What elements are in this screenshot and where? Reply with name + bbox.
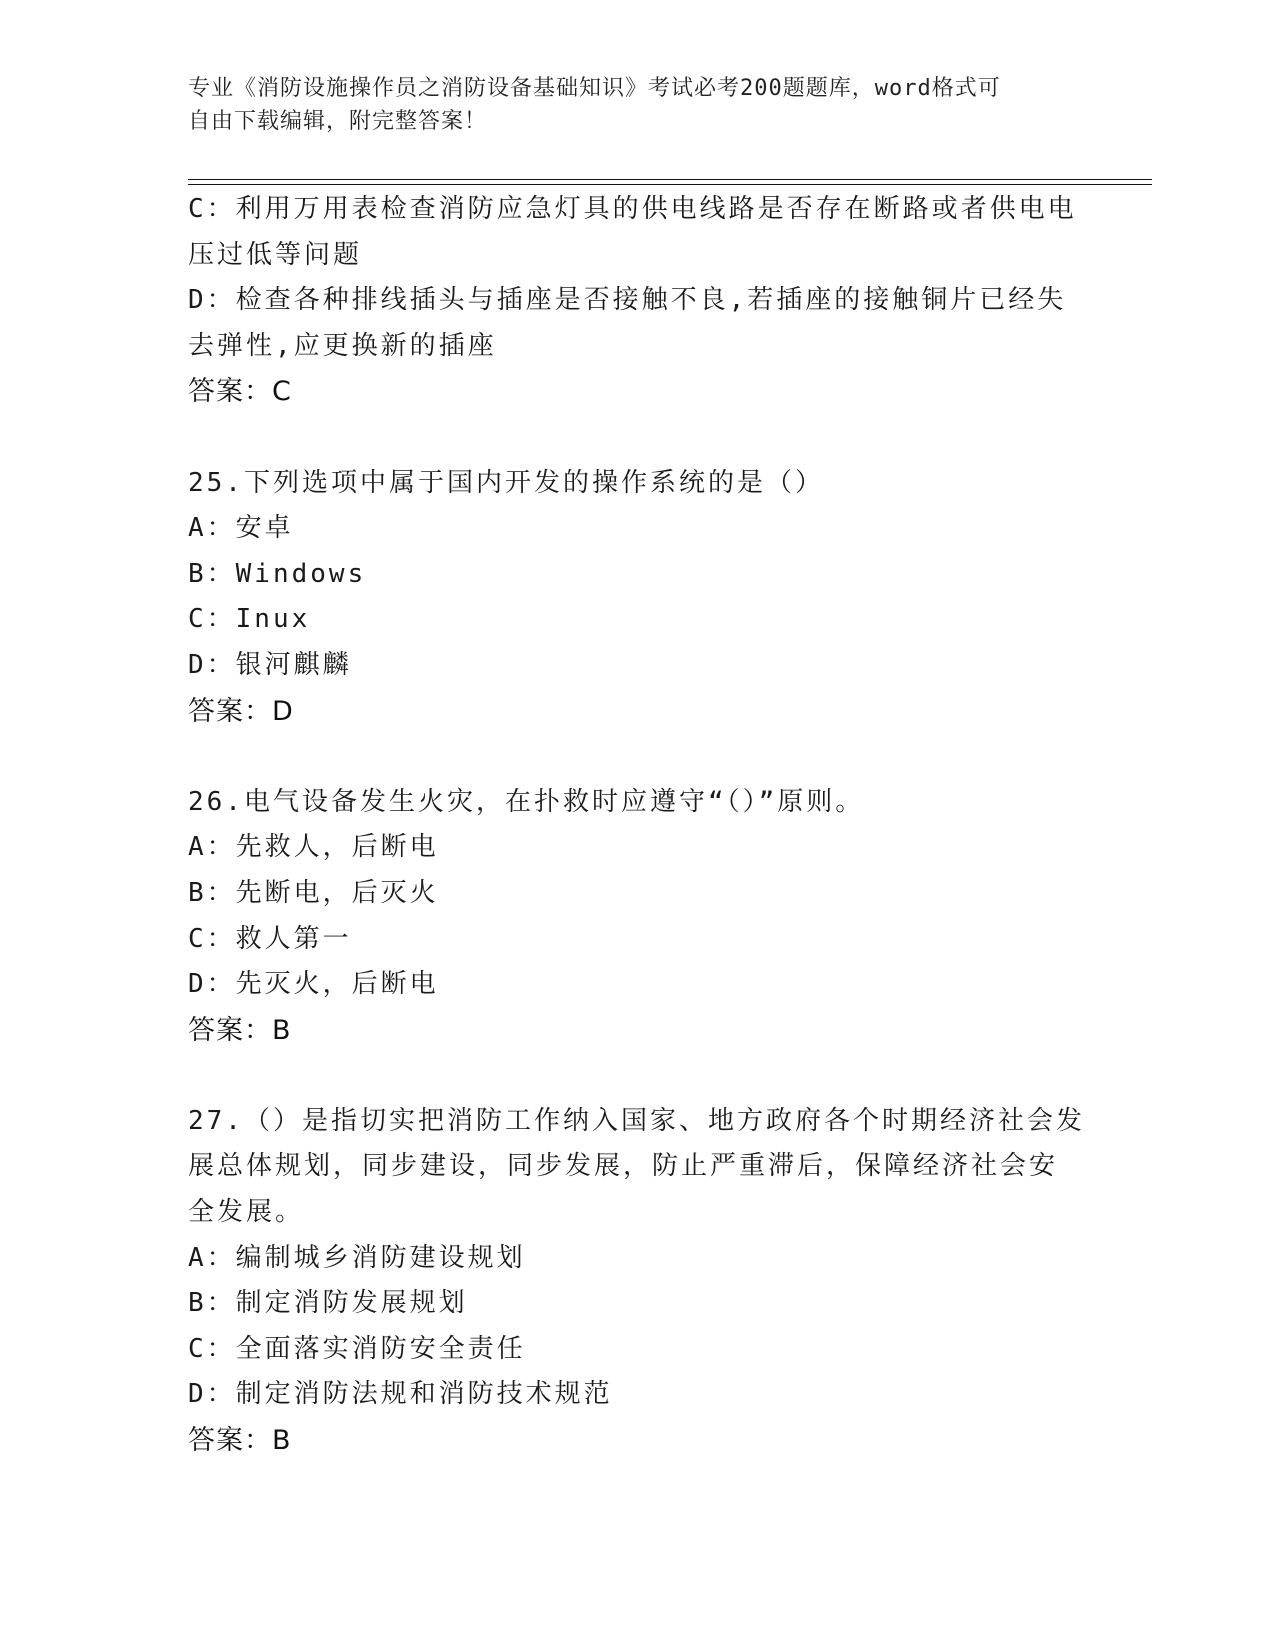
option-d: D：制定消防法规和消防技术规范 bbox=[188, 1379, 613, 1410]
option-d: D：银河麒麟 bbox=[188, 649, 352, 680]
option-d: D：检查各种排线插头与插座是否接触不良,若插座的接触铜片已经失 bbox=[188, 285, 1067, 316]
header-divider-bottom bbox=[188, 184, 1152, 185]
option-d-continued: 去弹性,应更换新的插座 bbox=[188, 330, 497, 361]
option-c: C：救人第一 bbox=[188, 923, 352, 954]
option-a: A：安卓 bbox=[188, 513, 294, 544]
question-stem-continued: 全发展。 bbox=[188, 1197, 305, 1228]
question-25 bbox=[188, 461, 1088, 735]
option-c: C：全面落实消防安全责任 bbox=[188, 1333, 526, 1364]
option-a: A：先救人，后断电 bbox=[188, 832, 439, 863]
answer: 答案：B bbox=[188, 1425, 292, 1457]
question-stem: 26.电气设备发生火灾，在扑救时应遵守“（）”原则。 bbox=[188, 786, 865, 817]
question-stem-continued: 展总体规划，同步建设，同步发展，防止严重滞后，保障经济社会安 bbox=[188, 1151, 1059, 1182]
option-c: C：利用万用表检查消防应急灯具的供电线路是否存在断路或者供电电 bbox=[188, 194, 1077, 224]
option-c-continued: 压过低等问题 bbox=[188, 239, 363, 270]
question-content bbox=[188, 187, 1088, 1464]
question-stem: 27.（）是指切实把消防工作纳入国家、地方政府各个时期经济社会发 bbox=[188, 1105, 1085, 1136]
answer: 答案：D bbox=[188, 695, 294, 727]
option-a: A：编制城乡消防建设规划 bbox=[188, 1242, 526, 1273]
option-b: B：制定消防发展规划 bbox=[188, 1288, 468, 1319]
answer: 答案：B bbox=[188, 1014, 292, 1046]
option-b: B：Windows bbox=[188, 558, 367, 589]
option-b: B：先断电，后灭火 bbox=[188, 877, 439, 908]
header-line-2: 自由下载编辑，附完整答案！ bbox=[188, 109, 488, 134]
option-c: C：Inux bbox=[188, 604, 311, 635]
carryover-question bbox=[188, 187, 1088, 415]
question-26 bbox=[188, 780, 1088, 1054]
question-stem: 25.下列选项中属于国内开发的操作系统的是（） bbox=[188, 467, 824, 498]
answer: 答案：C bbox=[188, 376, 292, 408]
spacer bbox=[188, 734, 1088, 780]
header-divider-top bbox=[188, 179, 1152, 180]
spacer bbox=[188, 415, 1088, 461]
document-header bbox=[188, 72, 1068, 138]
header-line-1: 专业《消防设施操作员之消防设备基础知识》考试必考200题题库，word格式可 bbox=[188, 76, 1001, 101]
option-d: D：先灭火，后断电 bbox=[188, 969, 439, 1000]
question-27 bbox=[188, 1099, 1088, 1464]
spacer bbox=[188, 1053, 1088, 1099]
